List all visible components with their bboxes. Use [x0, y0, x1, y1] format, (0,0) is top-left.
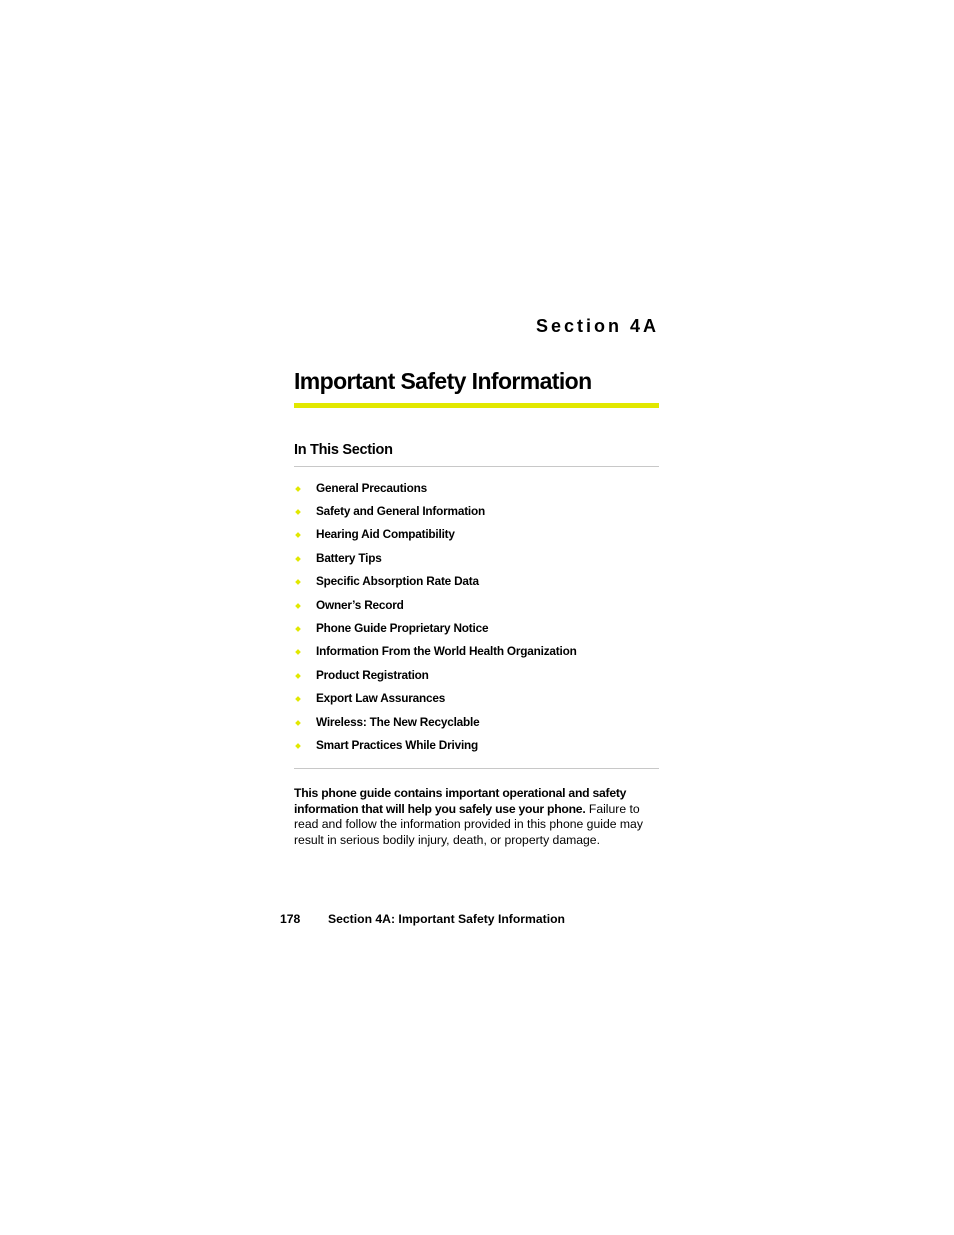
toc-item-export-law[interactable] [294, 687, 577, 710]
toc-item-label: Export Law Assurances [316, 691, 446, 706]
running-title: Section 4A: Important Safety Information [328, 912, 566, 926]
section-contents-list [294, 476, 577, 757]
toc-item-label: Safety and General Information [316, 504, 486, 519]
toc-item-hearing-aid-compatibility[interactable] [294, 523, 577, 546]
in-this-section-heading: In This Section [294, 442, 393, 458]
toc-item-label: Product Registration [316, 667, 429, 682]
toc-item-label: Smart Practices While Driving [316, 737, 479, 752]
toc-item-label: Hearing Aid Compatibility [316, 527, 455, 542]
toc-item-label: General Precautions [316, 480, 427, 495]
toc-item-label: Wireless: The New Recyclable [316, 714, 480, 729]
diamond-bullet-icon [295, 650, 301, 656]
intro-paragraph [294, 786, 654, 848]
toc-item-label: Specific Absorption Rate Data [316, 574, 479, 589]
toc-item-specific-absorption-rate[interactable] [294, 570, 577, 593]
diamond-bullet-icon [295, 743, 301, 749]
diamond-bullet-icon [295, 579, 301, 585]
toc-item-label: Information From the World Health Organization [316, 644, 577, 659]
divider-bottom [294, 768, 659, 769]
toc-item-who-information[interactable] [294, 640, 577, 663]
toc-item-label: Phone Guide Proprietary Notice [316, 621, 489, 636]
diamond-bullet-icon [295, 556, 301, 562]
diamond-bullet-icon [295, 533, 301, 539]
page-number: 178 [280, 912, 301, 926]
intro-normal-text: Failure to read and follow the information provided in this phone guide may result in serious bodily injury, death, or property damage. [294, 801, 643, 847]
toc-item-wireless-recyclable[interactable] [294, 710, 577, 733]
title-accent-rule [294, 403, 659, 408]
toc-item-label: Battery Tips [316, 550, 382, 565]
toc-item-owners-record[interactable] [294, 593, 577, 616]
intro-bold-text: This phone guide contains important operational and safety information that will help you safely use your phone. [294, 786, 627, 816]
diamond-bullet-icon [295, 673, 301, 679]
toc-item-safety-general-information[interactable] [294, 499, 577, 522]
toc-item-battery-tips[interactable] [294, 546, 577, 569]
diamond-bullet-icon [295, 509, 301, 515]
toc-item-general-precautions[interactable] [294, 476, 577, 499]
section-label: Section 4A [535, 316, 659, 336]
diamond-bullet-icon [295, 696, 301, 702]
toc-item-label: Owner’s Record [316, 597, 404, 612]
diamond-bullet-icon [295, 720, 301, 726]
diamond-bullet-icon [295, 603, 301, 609]
toc-item-proprietary-notice[interactable] [294, 616, 577, 639]
divider-top [294, 466, 659, 467]
diamond-bullet-icon [295, 486, 301, 492]
page-footer [280, 912, 565, 926]
diamond-bullet-icon [295, 626, 301, 632]
toc-item-product-registration[interactable] [294, 663, 577, 686]
toc-item-smart-practices-driving[interactable] [294, 733, 577, 756]
page-title: Important Safety Information [294, 368, 592, 394]
